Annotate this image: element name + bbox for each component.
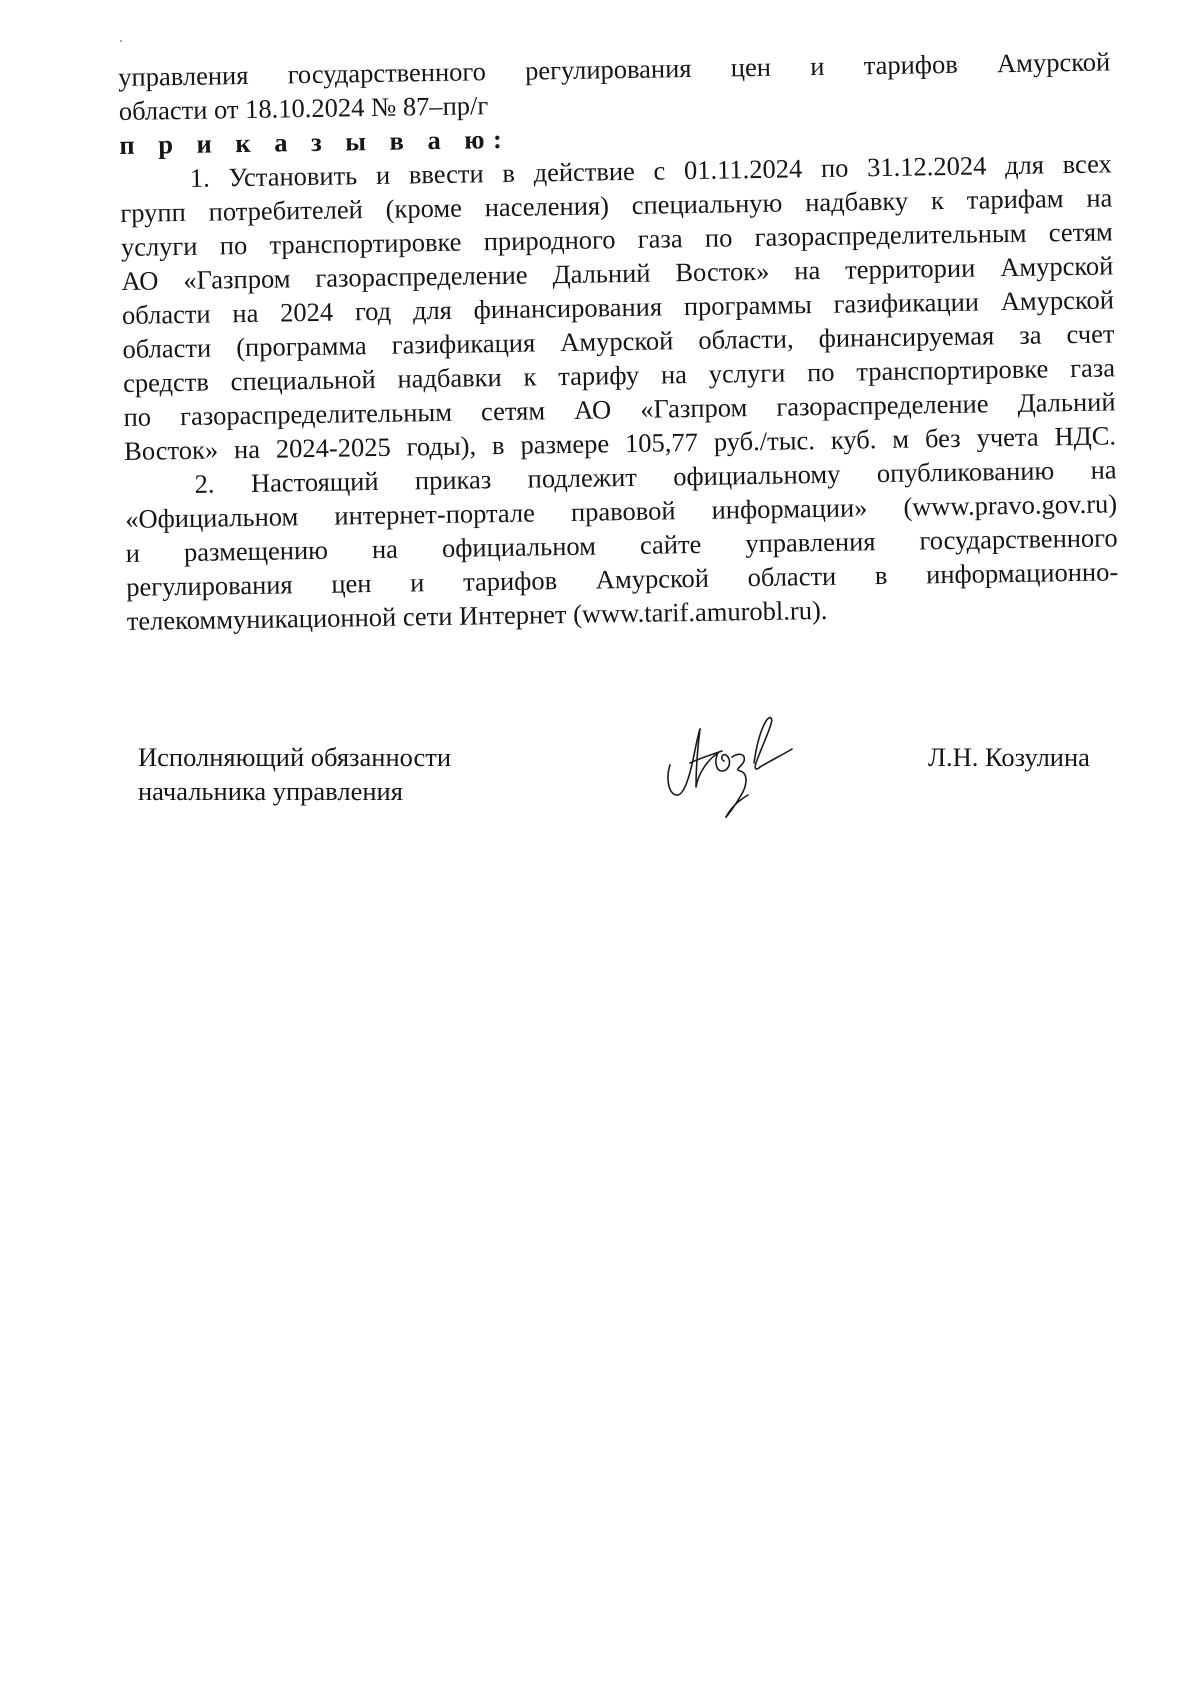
item1-line: групп потребителей (кроме населения) специальную надбавку к тарифам на bbox=[120, 182, 1113, 228]
item1-line: средств специальной надбавки к тарифу на услуги по транспортировке газа bbox=[122, 352, 1116, 398]
item2-line: 2. Настоящий приказ подлежит официальному опубликованию на bbox=[194, 454, 1117, 499]
scan-artifact bbox=[120, 40, 122, 42]
intro-line-2: области от 18.10.2024 № 87–пр/г bbox=[118, 90, 489, 126]
signer-position bbox=[138, 740, 451, 808]
item1-line: АО «Газпром газораспределение Дальний Восток» на территории Амурской bbox=[121, 250, 1114, 296]
signer-name: Л.Н. Козулина bbox=[928, 742, 1090, 772]
document-body bbox=[118, 44, 1119, 638]
item1-line: области на 2024 год для финансирования программы газификации Амурской bbox=[121, 284, 1115, 330]
item1-line: области (программа газификация Амурской области, финансируемая за счет bbox=[122, 318, 1115, 364]
item1-line: 1. Установить и ввести в действие с 01.11.2024 по 31.12.2024 для всех bbox=[189, 148, 1112, 193]
command-word: п р и к а з ы в а ю: bbox=[119, 123, 511, 160]
item2-line: «Официальном интернет-портале правовой информации» (www.pravo.gov.ru) bbox=[124, 488, 1118, 534]
item1-line: по газораспределительным сетям АО «Газпром газораспределение Дальний bbox=[123, 386, 1116, 432]
item2-line: и размещению на официальном сайте управления государственного bbox=[125, 522, 1118, 568]
handwritten-signature-icon bbox=[660, 705, 830, 820]
position-line-2: начальника управления bbox=[138, 776, 403, 806]
item2-line: телекоммуникационной сети Интернет (www.tarif.amurobl.ru). bbox=[126, 594, 828, 636]
item2-line: регулирования цен и тарифов Амурской области в информационно- bbox=[126, 556, 1119, 602]
item1-line: Восток» на 2024-2025 годы), в размере 105,77 руб./тыс. куб. м без учета НДС. bbox=[123, 420, 1117, 466]
position-line-1: Исполняющий обязанности bbox=[138, 742, 452, 772]
item1-line: услуги по транспортировке природного газа по газораспределительным сетям bbox=[120, 216, 1114, 262]
intro-line-1: управления государственного регулирования цен и тарифов Амурской bbox=[118, 46, 1111, 92]
